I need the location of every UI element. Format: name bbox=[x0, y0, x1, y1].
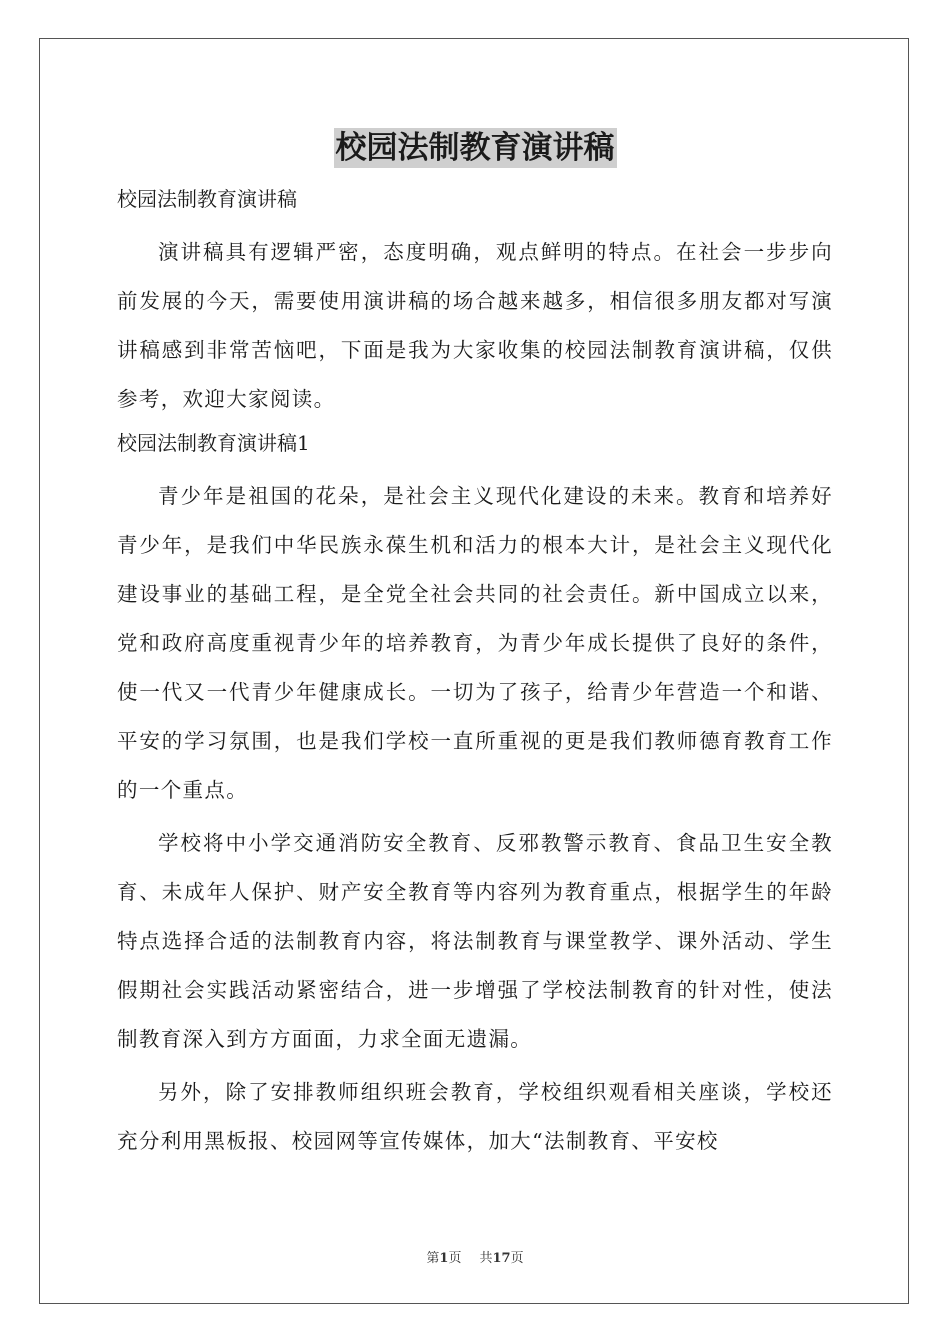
page-suffix: 页 bbox=[448, 1251, 462, 1266]
document-subtitle: 校园法制教育演讲稿 bbox=[117, 187, 297, 211]
body-paragraph-2: 学校将中小学交通消防安全教育、反邪教警示教育、食品卫生安全教育、未成年人保护、财产安全教育等内容列为教育重点，根据学生的年龄特点选择合适的法制教育内容，将法制教育与课堂教学、课外活动、学生假期社会实践活动紧密结合，进一步增强了学校法制教育的针对性，使法制教育深入到方方面面，力求全面无遗漏。 bbox=[117, 831, 833, 1051]
page-number: 1 bbox=[439, 1251, 449, 1266]
page-footer bbox=[0, 1250, 950, 1268]
total-suffix: 页 bbox=[510, 1251, 524, 1266]
section-heading: 校园法制教育演讲稿1 bbox=[117, 431, 310, 455]
total-pages: 17 bbox=[492, 1251, 511, 1266]
body-paragraph-1: 青少年是祖国的花朵，是社会主义现代化建设的未来。教育和培养好青少年，是我们中华民族永葆生机和活力的根本大计，是社会主义现代化建设事业的基础工程，是全党全社会共同的社会责任。新中国成立以来，党和政府高度重视青少年的培养教育，为青少年成长提供了良好的条件，使一代又一代青少年健康成长。一切为了孩子，给青少年营造一个和谐、平安的学习氛围，也是我们学校一直所重视的更是我们教师德育教育工作的一个重点。 bbox=[117, 484, 833, 802]
title-container bbox=[117, 128, 833, 172]
body-paragraph-3: 另外，除了安排教师组织班会教育，学校组织观看相关座谈，学校还充分利用黑板报、校园网等宣传媒体，加大“法制教育、平安校 bbox=[117, 1080, 833, 1153]
document-title: 校园法制教育演讲稿 bbox=[335, 130, 615, 166]
intro-paragraph: 演讲稿具有逻辑严密，态度明确，观点鲜明的特点。在社会一步步向前发展的今天，需要使用演讲稿的场合越来越多，相信很多朋友都对写演讲稿感到非常苦恼吧，下面是我为大家收集的校园法制教育演讲稿，仅供参考，欢迎大家阅读。 bbox=[117, 240, 833, 411]
document-body bbox=[117, 128, 833, 1170]
page-prefix: 第 bbox=[426, 1251, 440, 1266]
total-prefix: 共 bbox=[479, 1251, 493, 1266]
